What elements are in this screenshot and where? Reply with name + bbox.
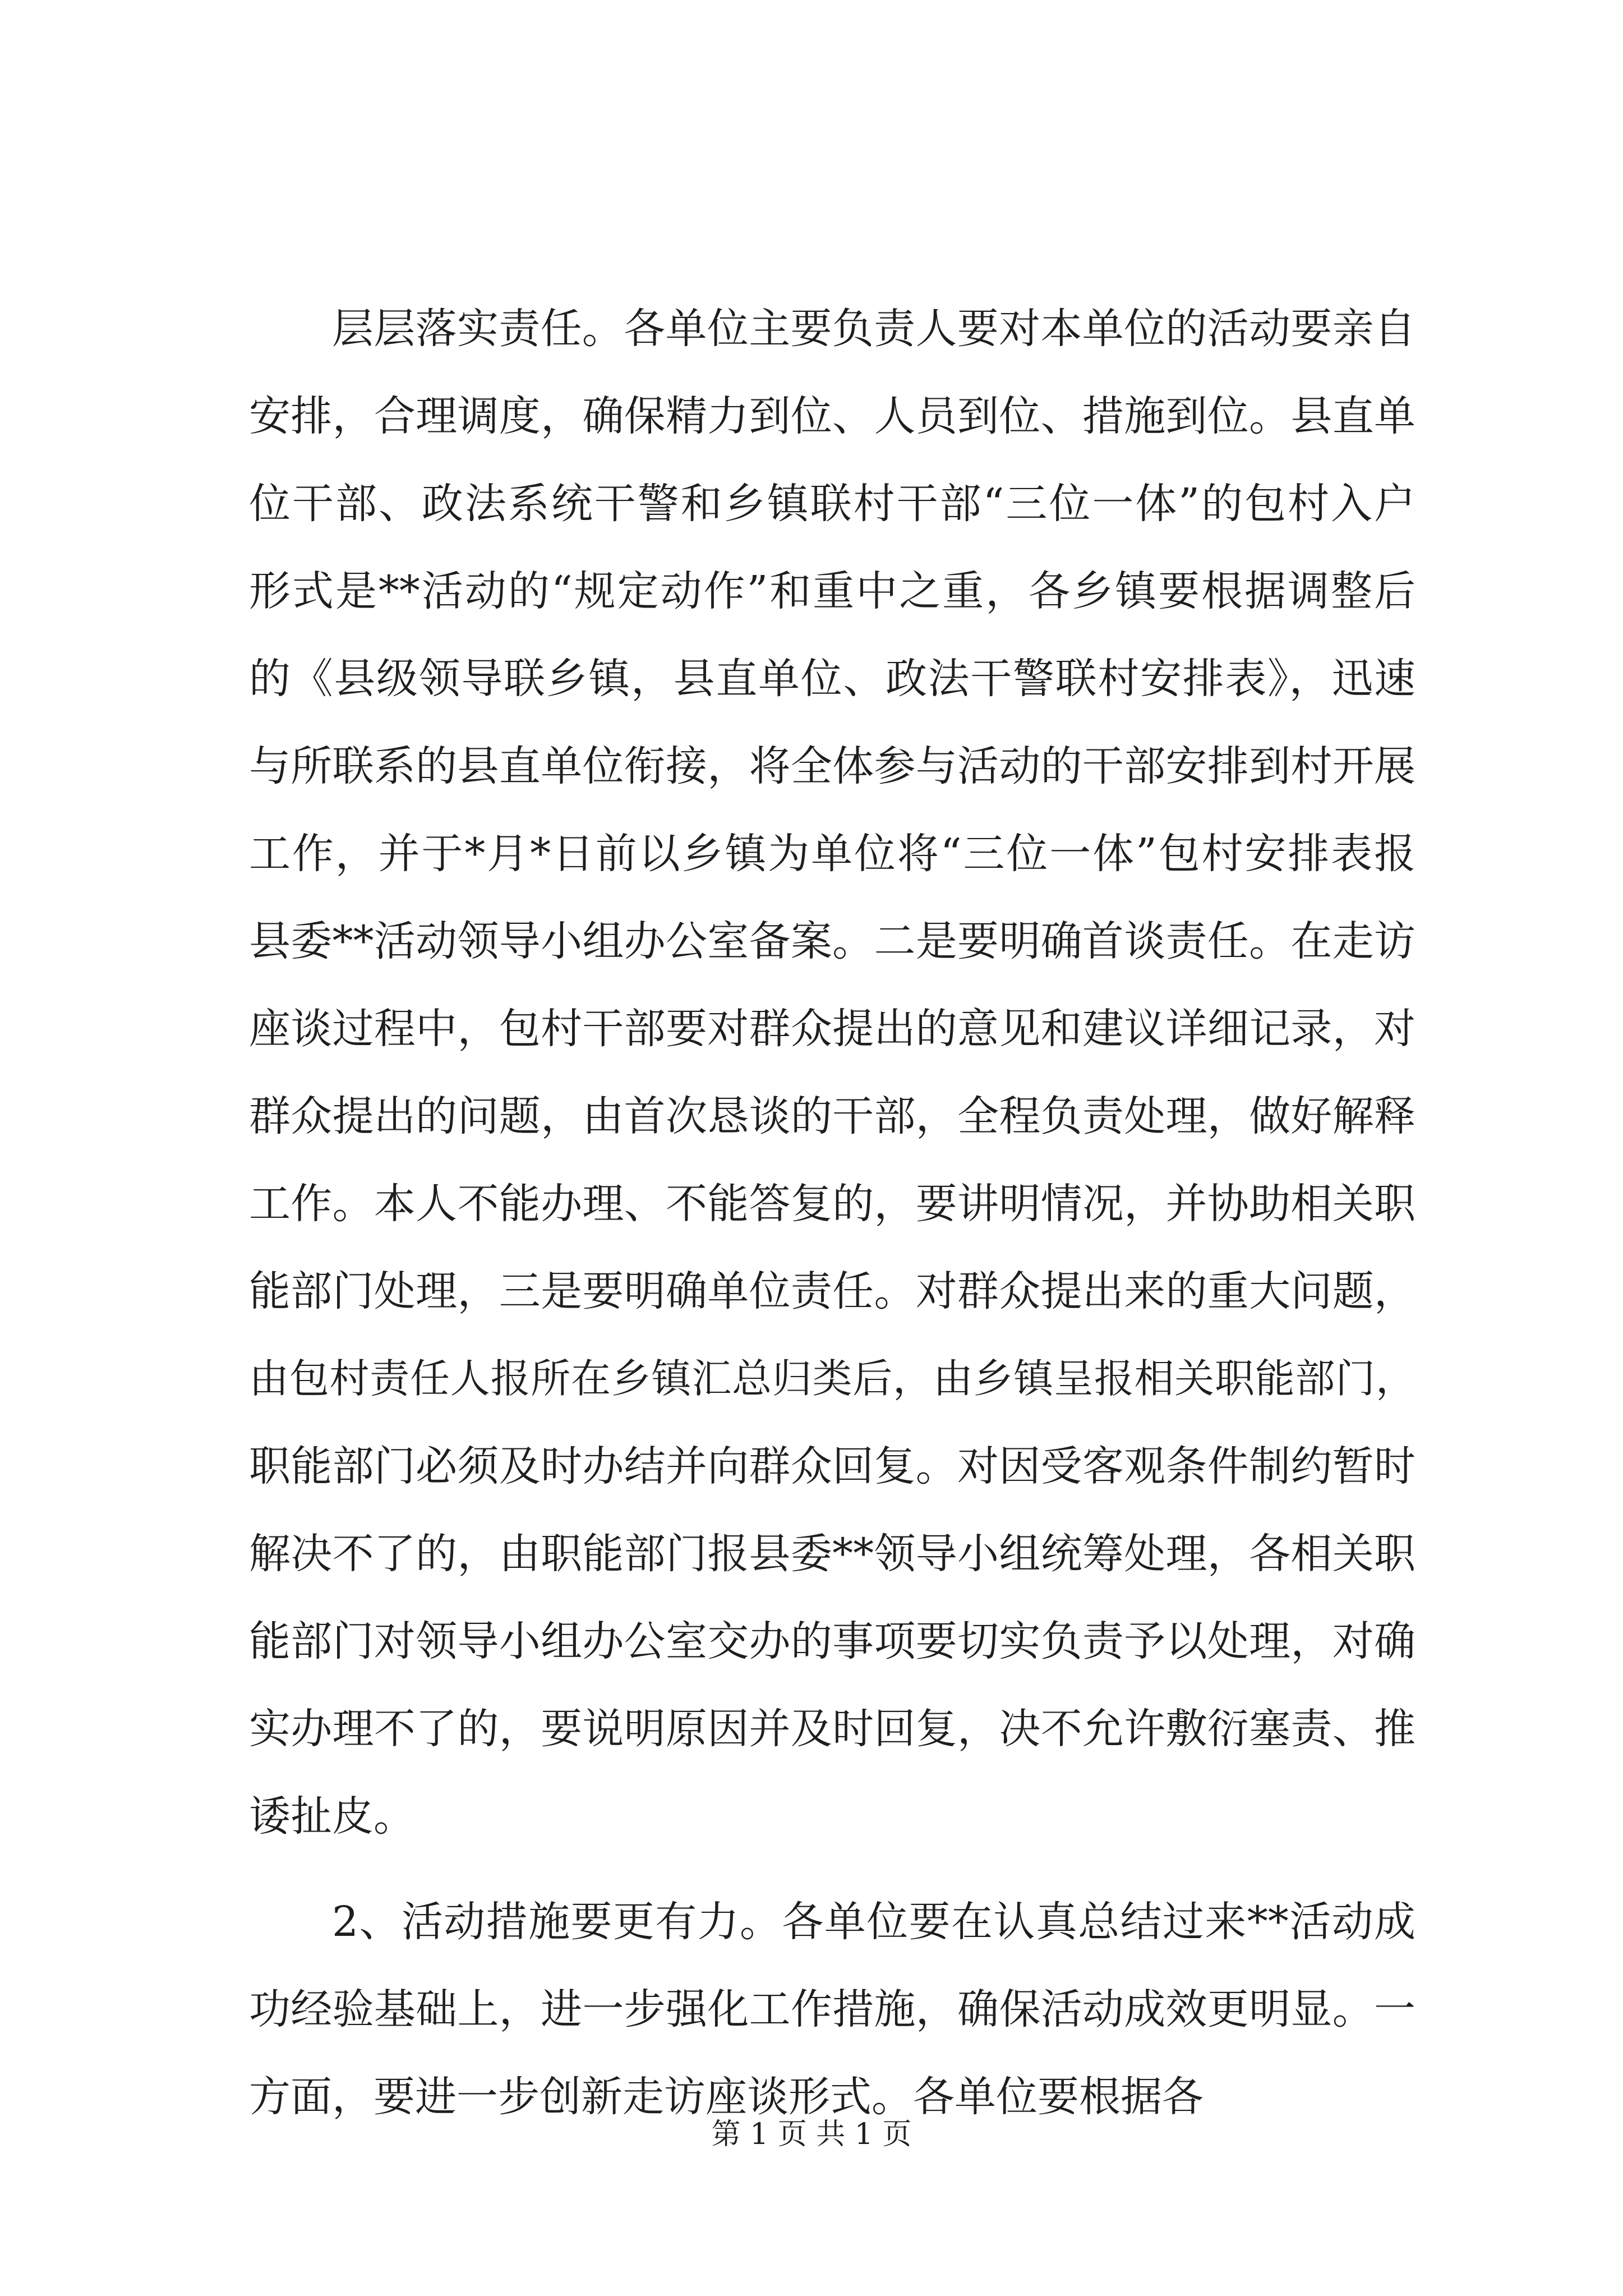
paragraph-gap [249, 1860, 1415, 1878]
paragraph-1-line-6: 与所联系的县直单位衔接，将全体参与活动的干部安排到村开展 [249, 742, 1415, 790]
paragraph-1-line-17: 实办理不了的，要说明原因并及时回复，决不允许敷衍塞责、推 [249, 1705, 1415, 1753]
paragraph-1-line-13: 由包村责任人报所在乡镇汇总归类后，由乡镇呈报相关职能部门， [249, 1355, 1415, 1402]
paragraph-2-line-1: 2、活动措施要更有力。各单位要在认真总结过来**活动成 [332, 1898, 1415, 1946]
paragraph-1-line-5: 的《县级领导联乡镇，县直单位、政法干警联村安排表》，迅速 [249, 655, 1415, 703]
paragraph-1-line-12: 能部门处理，三是要明确单位责任。对群众提出来的重大问题， [249, 1267, 1415, 1315]
page-footer [0, 2115, 1623, 2154]
paragraph-1-line-10: 群众提出的问题，由首次恳谈的干部，全程负责处理，做好解释 [249, 1092, 1415, 1140]
paragraph-1-line-18: 诿扯皮。 [249, 1792, 415, 1841]
paragraph-1-line-14: 职能部门必须及时办结并向群众回复。对因受客观条件制约暂时 [249, 1442, 1415, 1490]
paragraph-1-line-4: 形式是**活动的“规定动作”和重中之重，各乡镇要根据调整后 [249, 567, 1415, 615]
paragraph-2-line-3: 方面，要进一步创新走访座谈形式。各单位要根据各 [249, 2073, 1204, 2121]
paragraph-1-line-7: 工作，并于*月*日前以乡镇为单位将“三位一体”包村安排表报 [249, 830, 1415, 878]
paragraph-1-line-2: 安排，合理调度，确保精力到位、人员到位、措施到位。县直单 [249, 392, 1415, 440]
paragraph-1-line-8: 县委**活动领导小组办公室备案。二是要明确首谈责任。在走访 [249, 917, 1415, 965]
paragraph-1-line-3: 位干部、政法系统干警和乡镇联村干部“三位一体”的包村入户 [249, 480, 1415, 528]
paragraph-1-line-9: 座谈过程中，包村干部要对群众提出的意见和建议详细记录，对 [249, 1005, 1415, 1053]
document-body [249, 285, 1415, 2141]
paragraph-1-line-15: 解决不了的，由职能部门报县委**领导小组统筹处理，各相关职 [249, 1530, 1415, 1578]
paragraph-1-line-16: 能部门对领导小组办公室交办的事项要切实负责予以处理，对确 [249, 1617, 1415, 1665]
paragraph-1-line-1: 层层落实责任。各单位主要负责人要对本单位的活动要亲自 [332, 305, 1415, 353]
paragraph-2-line-2: 功经验基础上，进一步强化工作措施，确保活动成效更明显。一 [249, 1985, 1415, 2033]
paragraph-1-line-11: 工作。本人不能办理、不能答复的，要讲明情况，并协助相关职 [249, 1180, 1415, 1228]
page-number-label: 第 1 页 共 1 页 [711, 2118, 912, 2151]
